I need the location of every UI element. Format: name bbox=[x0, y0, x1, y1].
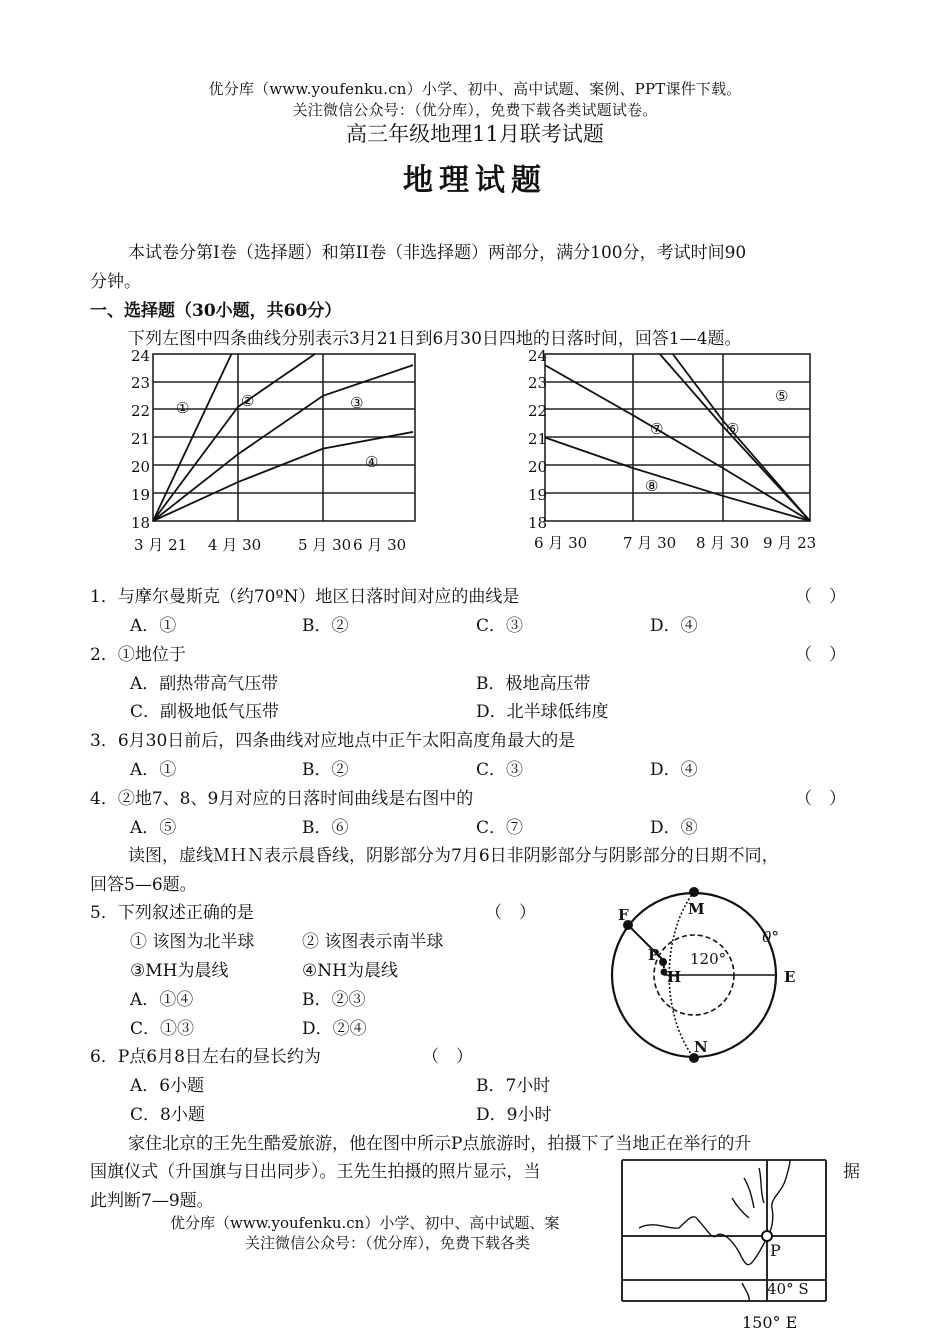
q1-option-b[interactable]: B．② bbox=[302, 616, 349, 636]
right-curve-label: ⑧ bbox=[645, 477, 659, 495]
q5-option-b[interactable]: B．②③ bbox=[302, 990, 366, 1010]
q3-option-c[interactable]: C．③ bbox=[476, 760, 524, 780]
left-ytick: 24 bbox=[131, 350, 151, 365]
right-ytick: 20 bbox=[528, 458, 548, 476]
right-curve-label: ⑦ bbox=[650, 420, 664, 438]
lead-1-4: 下列左图中四条曲线分别表示3月21日到6月30日四地的日落时间，回答1—4题。 bbox=[128, 329, 742, 349]
left-xtick: 5 月 30 bbox=[298, 536, 352, 554]
intro-line2: 分钟。 bbox=[90, 272, 141, 292]
lead-7-9-line2b: 据 bbox=[843, 1162, 860, 1182]
site-header-line2: 关注微信公众号：（优分库），免费下载各类试题试卷。 bbox=[292, 101, 658, 119]
q2-option-d[interactable]: D．北半球低纬度 bbox=[476, 702, 609, 722]
q1-option-a[interactable]: A．① bbox=[130, 616, 177, 636]
left-curve-label: ② bbox=[241, 392, 255, 410]
q6-option-b[interactable]: B．7小时 bbox=[476, 1076, 551, 1096]
sunset-chart-right bbox=[528, 350, 848, 555]
series-line-4 bbox=[545, 438, 810, 522]
right-ytick: 19 bbox=[528, 486, 548, 504]
q3-stem: 3．6月30日前后，四条曲线对应地点中正午太阳高度角最大的是 bbox=[90, 731, 576, 751]
coast-map-figure bbox=[614, 1158, 839, 1338]
q1-option-d[interactable]: D．④ bbox=[650, 616, 698, 636]
q5-option-d[interactable]: D．②④ bbox=[302, 1019, 367, 1039]
footer-line1: 优分库（www.youfenku.cn）小学、初中、高中试题、案 bbox=[170, 1214, 560, 1232]
label-p: P bbox=[648, 946, 660, 964]
q1-stem: 1．与摩尔曼斯克（约70ºN）地区日落时间对应的曲线是 bbox=[90, 587, 520, 607]
left-curve-label: ④ bbox=[365, 453, 379, 471]
q3-option-b[interactable]: B．② bbox=[302, 760, 349, 780]
sunset-chart-left bbox=[128, 350, 438, 555]
intro-line1: 本试卷分第I卷（选择题）和第II卷（非选择题）两部分，满分100分，考试时间90 bbox=[128, 243, 747, 263]
q5-option-c[interactable]: C．①③ bbox=[130, 1019, 195, 1039]
left-xtick: 4 月 30 bbox=[208, 536, 262, 554]
right-ytick: 24 bbox=[528, 350, 548, 365]
q2-option-c[interactable]: C．副极地低气压带 bbox=[130, 702, 280, 722]
right-ytick: 23 bbox=[528, 374, 548, 392]
right-ytick: 22 bbox=[528, 402, 548, 420]
series-line-4 bbox=[153, 432, 413, 521]
lead-7-9-line1: 家住北京的王先生酷爱旅游，他在图中所示P点旅游时，拍摄下了当地正在举行的升 bbox=[128, 1134, 752, 1154]
q4-option-c[interactable]: C．⑦ bbox=[476, 818, 524, 838]
left-ytick: 18 bbox=[131, 514, 151, 532]
section-heading: 一、选择题（30小题，共60分） bbox=[90, 301, 342, 321]
q5-statement-2: ② 该图表示南半球 bbox=[302, 932, 444, 952]
q5-option-a[interactable]: A．①④ bbox=[130, 990, 194, 1010]
label-m: M bbox=[688, 900, 705, 918]
right-xtick: 7 月 30 bbox=[623, 534, 677, 552]
label-zero: 0° bbox=[762, 928, 780, 946]
left-ytick: 19 bbox=[131, 486, 151, 504]
lead-7-9-line2a: 国旗仪式（升国旗与日出同步）。王先生拍摄的照片显示，当 bbox=[90, 1162, 541, 1182]
label-h: H bbox=[667, 968, 682, 986]
q2-stem: 2．①地位于 bbox=[90, 645, 186, 665]
point-p bbox=[659, 958, 667, 966]
left-ytick: 21 bbox=[131, 430, 151, 448]
exam-title: 高三年级地理11月联考试题 bbox=[346, 122, 604, 146]
right-curve-label: ⑤ bbox=[775, 387, 789, 405]
q6-option-d[interactable]: D．9小时 bbox=[476, 1105, 552, 1125]
map-label-p: P bbox=[770, 1241, 781, 1260]
map-label-lat: 40° S bbox=[767, 1280, 809, 1298]
right-curve-label: ⑥ bbox=[726, 420, 740, 438]
q1-option-c[interactable]: C．③ bbox=[476, 616, 524, 636]
left-ytick: 22 bbox=[131, 402, 151, 420]
q5-statement-3: ③MH为晨线 bbox=[130, 961, 229, 981]
left-ytick: 23 bbox=[131, 374, 151, 392]
site-header-line1: 优分库（www.youfenku.cn）小学、初中、高中试题、案例、PPT课件下载。 bbox=[208, 80, 742, 98]
label-n: N bbox=[694, 1038, 708, 1056]
left-ytick: 20 bbox=[131, 458, 151, 476]
q3-option-a[interactable]: A．① bbox=[130, 760, 177, 780]
label-angle: 120° bbox=[690, 950, 727, 968]
left-xtick: 3 月 21 bbox=[134, 536, 188, 554]
q5-statement-4: ④NH为晨线 bbox=[302, 961, 398, 981]
q2-option-a[interactable]: A．副热带高气压带 bbox=[130, 674, 279, 694]
q5-paren: （ ） bbox=[485, 903, 536, 923]
right-ytick: 18 bbox=[528, 514, 548, 532]
q2-paren: （ ） bbox=[795, 645, 846, 665]
lead-7-9-line3: 此判断7—9题。 bbox=[90, 1191, 214, 1211]
right-xtick: 6 月 30 bbox=[534, 534, 588, 552]
left-curve-label: ③ bbox=[350, 394, 364, 412]
q5-statement-1: ① 该图为北半球 bbox=[130, 932, 255, 952]
q4-paren: （ ） bbox=[795, 789, 846, 809]
left-xtick: 6 月 30 bbox=[353, 536, 407, 554]
q1-paren: （ ） bbox=[795, 587, 846, 607]
lead-5-6-line1: 读图，虚线ＭＨＮ表示晨昏线，阴影部分为7月6日非阴影部分与阴影部分的日期不同， bbox=[128, 846, 779, 866]
label-e: E bbox=[784, 968, 796, 986]
q4-stem: 4．②地7、8、9月对应的日落时间曲线是右图中的 bbox=[90, 789, 474, 809]
footer-line2: 关注微信公众号：（优分库），免费下载各类 bbox=[245, 1234, 531, 1252]
polar-view-figure bbox=[608, 880, 808, 1065]
point-m bbox=[689, 887, 699, 897]
map-label-lon: 150° E bbox=[742, 1313, 798, 1332]
q5-stem: 5．下列叙述正确的是 bbox=[90, 903, 254, 923]
label-f: F bbox=[618, 906, 629, 924]
subject-title: 地理试题 bbox=[403, 163, 547, 198]
q6-option-a[interactable]: A．6小题 bbox=[130, 1076, 205, 1096]
right-ytick: 21 bbox=[528, 430, 548, 448]
q4-option-b[interactable]: B．⑥ bbox=[302, 818, 349, 838]
right-xtick: 9 月 23 bbox=[763, 534, 817, 552]
q6-stem: 6．P点6月8日左右的昼长约为 bbox=[90, 1047, 321, 1067]
q2-option-b[interactable]: B．极地高压带 bbox=[476, 674, 591, 694]
series-line-3 bbox=[545, 365, 810, 521]
q6-paren: （ ） bbox=[422, 1047, 473, 1067]
q3-option-d[interactable]: D．④ bbox=[650, 760, 698, 780]
map-point-p bbox=[762, 1231, 772, 1241]
right-xtick: 8 月 30 bbox=[696, 534, 750, 552]
q6-option-c[interactable]: C．8小题 bbox=[130, 1105, 205, 1125]
series-line-3 bbox=[153, 365, 413, 521]
lead-5-6-line2: 回答5—6题。 bbox=[90, 875, 197, 895]
left-curve-label: ① bbox=[176, 399, 190, 417]
q4-option-a[interactable]: A．⑤ bbox=[130, 818, 177, 838]
q4-option-d[interactable]: D．⑧ bbox=[650, 818, 698, 838]
